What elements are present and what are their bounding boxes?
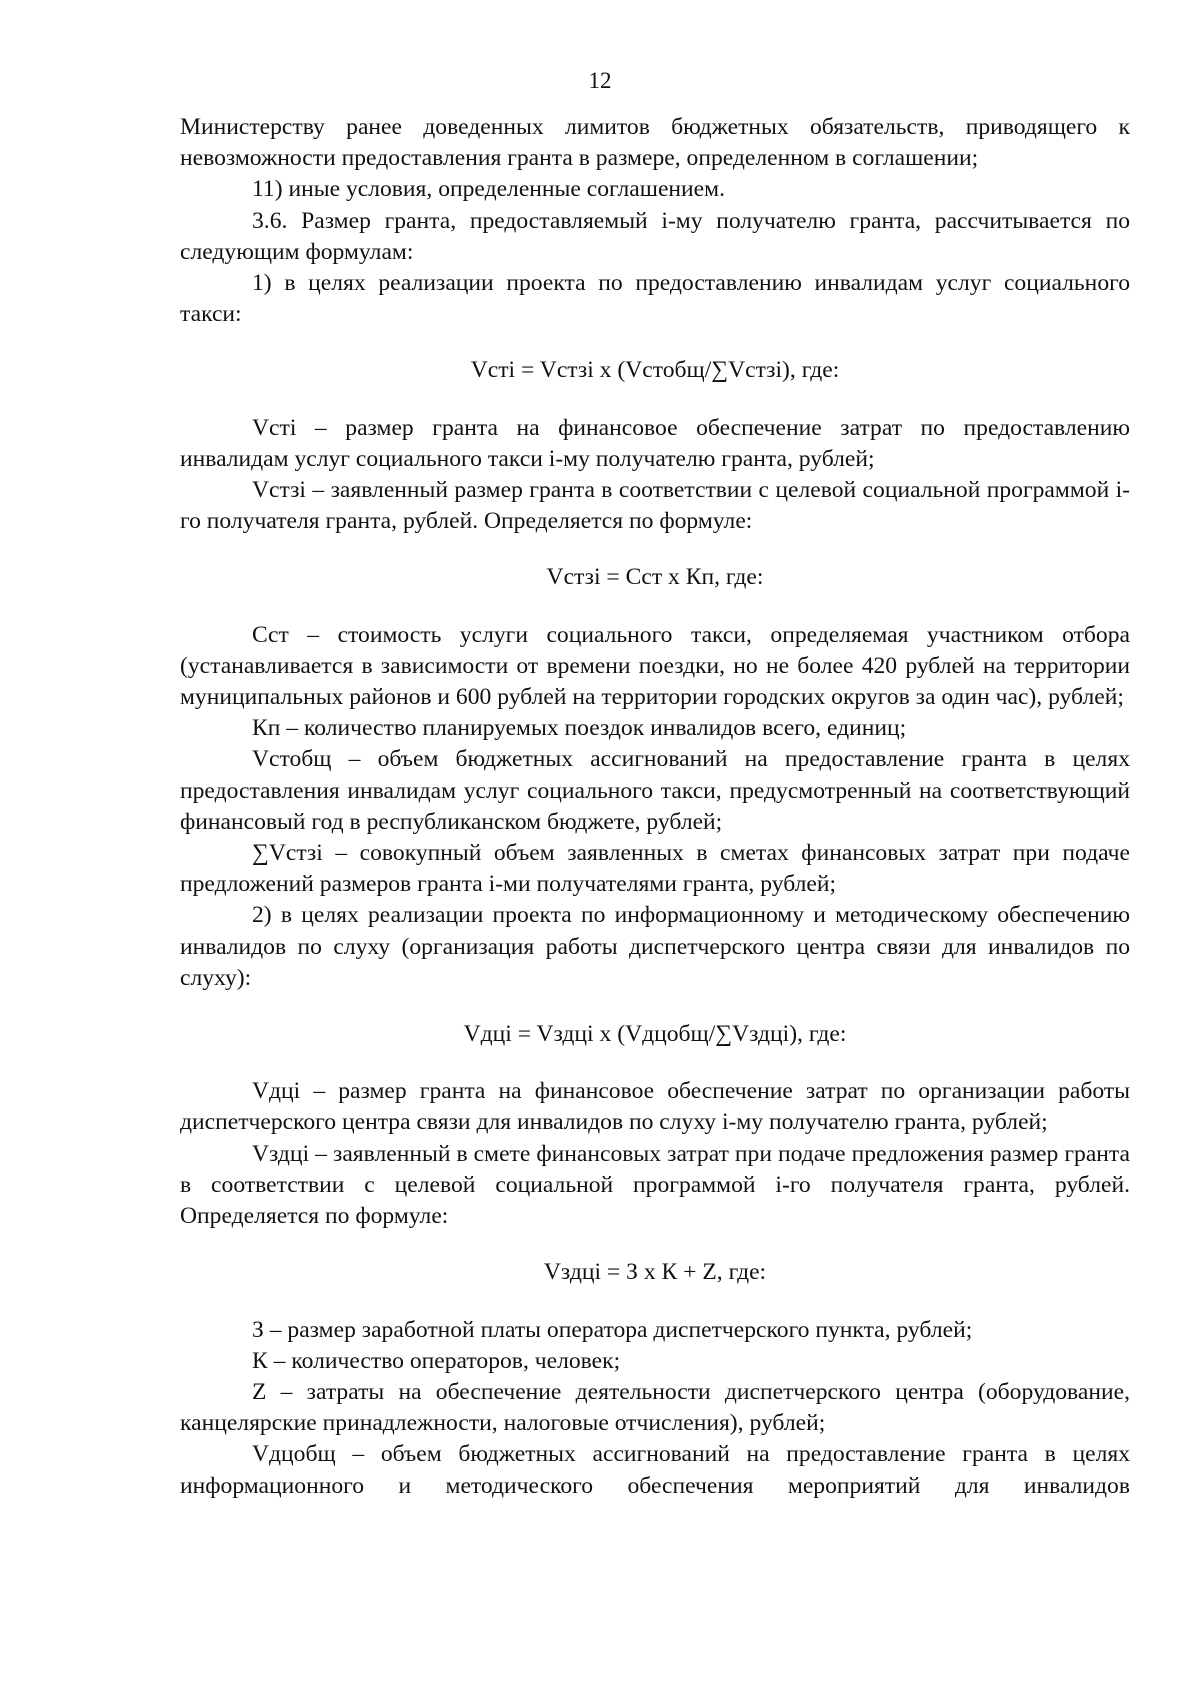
- definition-z-costs: Z – затраты на обеспечение деятельности диспетчерского центра (оборудование, канцелярские принадлежности, налоговые отчисления), рублей;: [180, 1378, 1130, 1437]
- definition-vctobsch: Vcтобщ – объем бюджетных ассигнований на предоставление гранта в целях предоставления инвалидам услуг социального такси, предусмотренный на соответствующий финансовый год в республиканском бюджете, рублей;: [180, 746, 1130, 835]
- paragraph-item-2-dispatch: 2) в целях реализации проекта по информационному и методическому обеспечению инвалидов по слуху (организация работы диспетчерского центра связи для инвалидов по слуху):: [180, 902, 1130, 991]
- page-number: 12: [588, 68, 612, 93]
- formula-vctzi: Vcтзi = Cст x Кп, где:: [546, 564, 764, 591]
- formula-vcti: Vcтi = Vcтзi x (Vcтобщ/∑Vcтзi), где:: [470, 357, 840, 384]
- definition-kp: Кп – количество планируемых поездок инвалидов всего, единиц;: [252, 715, 907, 742]
- paragraph-item-1-taxi: 1) в целях реализации проекта по предоставлению инвалидам услуг социального такси:: [180, 270, 1130, 328]
- formula-vdci: Vдцi = Vздцi x (Vдцобщ/∑Vздцi), где:: [463, 1021, 847, 1048]
- paragraph-3-6: 3.6. Размер гранта, предоставляемый i-му получателю гранта, рассчитывается по следующим формулам:: [180, 207, 1130, 265]
- definition-vzdci: Vздцi – заявленный в смете финансовых затрат при подаче предложения размер гранта в соответствии с целевой социальной программой i-го получателя гранта, рублей. Определяется по формуле:: [180, 1140, 1130, 1230]
- definition-sum-vctzi: ∑Vcтзi – совокупный объем заявленных в сметах финансовых затрат при подаче предложений размеров гранта i-ми получателями гранта, рублей;: [180, 840, 1130, 898]
- definition-vcti: Vcтi – размер гранта на финансовое обеспечение затрат по предоставлению инвалидам услуг социального такси i-му получателю гранта, рублей;: [180, 414, 1130, 472]
- definition-vdcobsch: Vдцобщ – объем бюджетных ассигнований на предоставление гранта в целях информационного и методического обеспечения мероприятий для инвалидов: [180, 1441, 1130, 1499]
- definition-k-operators: К – количество операторов, человек;: [252, 1347, 621, 1374]
- definition-vctzi: Vcтзi – заявленный размер гранта в соответствии с целевой социальной программой i-го получателя гранта, рублей. Определяется по формуле:: [180, 477, 1130, 535]
- definition-sst: Сст – стоимость услуги социального такси, определяемая участником отбора (устанавливается в зависимости от времени поездки, но не более 420 рублей на территории муниципальных районов и 600 рублей на территории городских округов за один час), рублей;: [180, 621, 1130, 711]
- paragraph-ministry-limits: Министерству ранее доведенных лимитов бюджетных обязательств, приводящего к невозможности предоставления гранта в размере, определенном в соглашении;: [180, 114, 1130, 172]
- definition-vdci: Vдцi – размер гранта на финансовое обеспечение затрат по организации работы диспетчерского центра связи для инвалидов по слуху i-му получателю гранта, рублей;: [180, 1078, 1130, 1136]
- formula-vzdci: Vздцi = З x К + Z, где:: [543, 1259, 767, 1286]
- paragraph-item-11: 11) иные условия, определенные соглашением.: [252, 176, 725, 203]
- document-body: [180, 112, 1130, 1502]
- definition-z-salary: З – размер заработной платы оператора диспетчерского пункта, рублей;: [252, 1316, 973, 1343]
